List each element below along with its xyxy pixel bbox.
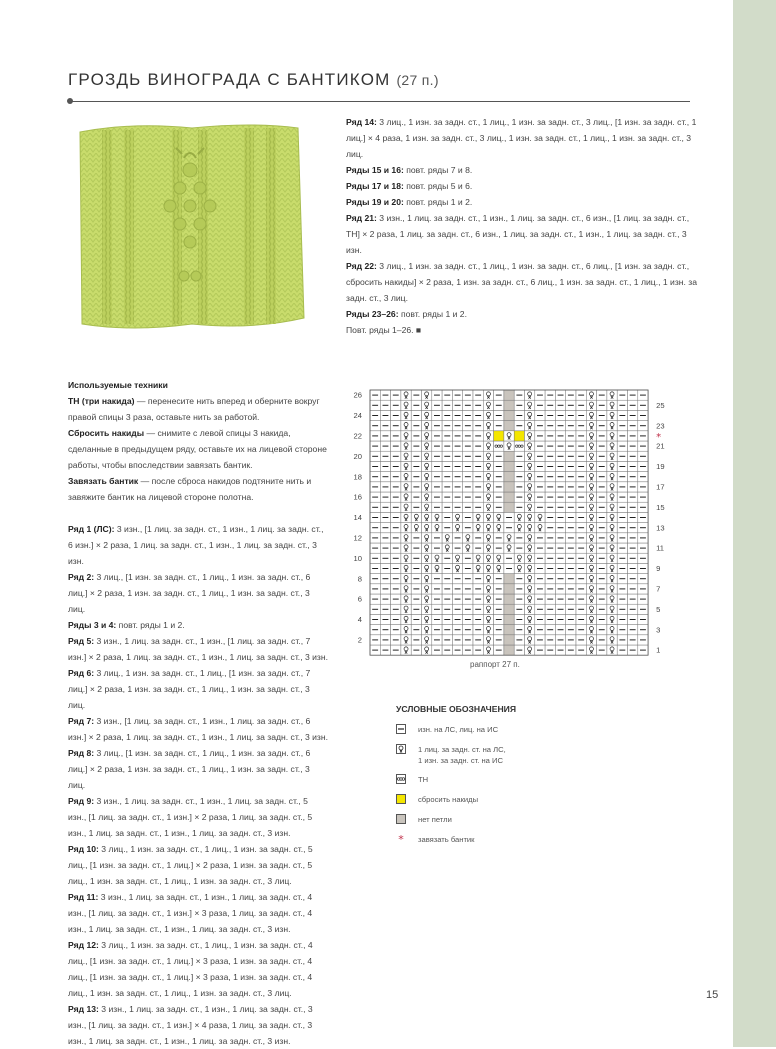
page-title [68, 70, 439, 90]
chart-cell [504, 625, 514, 635]
row-number-left: 10 [353, 553, 362, 563]
chart-cell [514, 431, 524, 441]
chart-cell [504, 584, 514, 594]
row-instruction: Ряд 7: 3 изн., [1 лиц. за задн. ст., 1 изн., 1 лиц. за задн. ст., 6 изн.] × 2 раза, 1 лиц. за задн. ст., 1 изн., 1 лиц. за задн. ст., 3 изн. [68, 716, 329, 742]
technique-item: ТН (три накида) — перенесите нить вперед и оберните вокруг правой спицы 3 раза, оставьте нить за работой. [68, 396, 320, 422]
repeat-instruction: Повт. ряды 1–26. ■ [346, 325, 422, 335]
legend-title: УСЛОВНЫЕ ОБОЗНАЧЕНИЯ [396, 704, 517, 714]
row-instruction: Ряды 3 и 4: повт. ряды 1 и 2. [68, 620, 185, 630]
twisted-stitch-icon [396, 744, 406, 754]
row-number-right: 9 [656, 564, 661, 574]
row-number-right: 21 [656, 441, 665, 451]
row-number-right: 7 [656, 584, 661, 594]
technique-item: Завязать бантик — после сброса накидов подтяните нить и завяжите бантик на лицевой стороне полотна. [68, 476, 312, 502]
row-number-right: 19 [656, 462, 665, 472]
row-instruction: Ряд 6: 3 лиц., 1 изн. за задн. ст., 1 лиц., [1 изн. за задн. ст., 7 лиц.] × 2 раза, 1 изн. за задн. ст., 1 лиц., 1 изн. за задн. ст., 3 лиц. [68, 668, 311, 710]
row-number-left: 14 [353, 513, 362, 523]
row-number-right: 17 [656, 482, 665, 492]
chart-cell [504, 492, 514, 502]
chart-cell [504, 594, 514, 604]
row-instruction: Ряды 17 и 18: повт. ряды 5 и 6. [346, 181, 473, 191]
legend-label: 1 лиц. за задн. ст. на ЛС, 1 изн. за задн. ст. на ИС [418, 745, 506, 765]
chart-cell [504, 472, 514, 482]
row-number-right: 23 [656, 421, 665, 431]
chart-cell [504, 645, 514, 655]
title-rule [70, 101, 690, 102]
techniques-heading: Используемые техники [68, 380, 168, 390]
legend-label: нет петли [418, 815, 452, 824]
row-number-left: 18 [353, 472, 362, 482]
row-instruction: Ряд 22: 3 лиц., 1 изн. за задн. ст., 1 лиц., 1 изн. за задн. ст., 6 лиц., [1 изн. за задн. ст., сбросить накиды] × 2 раза, 1 изн. за задн. ст., 6 лиц., 1 изн. за задн. ст., 1 лиц., 1 изн. за задн. ст., 3 лиц. [346, 261, 698, 303]
row-instruction: Ряд 21: 3 изн., 1 лиц. за задн. ст., 1 изн., 1 лиц. за задн. ст., 6 изн., [1 лиц. за задн. ст., ТН] × 2 раза, 1 лиц. за задн. ст., 6 изн., 1 лиц. за задн. ст., 1 изн., 1 лиц. за задн. ст., 3 изн. [346, 213, 690, 255]
chart-cell [504, 421, 514, 431]
chart-cell [504, 400, 514, 410]
chart-cell [504, 410, 514, 420]
row-number-left: 4 [357, 615, 362, 625]
row-number-right: 15 [656, 502, 665, 512]
chart-cell [504, 574, 514, 584]
row-number-left: 2 [357, 635, 362, 645]
row-instruction: Ряд 12: 3 лиц., 1 изн. за задн. ст., 1 лиц., 1 изн. за задн. ст., 4 лиц., [1 изн. за задн. ст., 1 лиц.] × 3 раза, 1 изн. за задн. ст., 4 лиц., [1 изн. за задн. ст., 1 лиц.] × 3 раза, 1 изн. за задн. ст., 4 лиц., 1 изн. за задн. ст., 1 лиц., 1 изн. за задн. ст., 3 лиц. [68, 940, 313, 998]
stitch-chart [340, 383, 690, 658]
row-number-right: 13 [656, 523, 665, 533]
row-instruction: Ряд 14: 3 лиц., 1 изн. за задн. ст., 1 лиц., 1 изн. за задн. ст., 3 лиц., [1 изн. за задн. ст., 1 лиц.] × 4 раза, 1 изн. за задн. ст., 3 лиц., 1 изн. за задн. ст., 1 лиц., 1 изн. за задн. ст., 3 лиц. [346, 117, 697, 159]
row-number-left: 26 [353, 390, 362, 400]
row-number-left: 16 [353, 492, 362, 502]
row-instruction: Ряд 8: 3 лиц., [1 изн. за задн. ст., 1 лиц., 1 изн. за задн. ст., 6 лиц.] × 2 раза, 1 изн. за задн. ст., 1 лиц., 1 изн. за задн. ст., 3 лиц. [68, 748, 311, 790]
chart-cell [504, 502, 514, 512]
chart-cell [504, 451, 514, 461]
row-instruction: Ряд 9: 3 изн., 1 лиц. за задн. ст., 1 изн., 1 лиц. за задн. ст., 5 изн., [1 лиц. за задн. ст., 1 изн.] × 2 раза, 1 лиц. за задн. ст., 5 изн., 1 лиц. за задн. ст., 1 изн., 1 лиц. за задн. ст., 3 изн. [68, 796, 313, 838]
row-number-left: 20 [353, 451, 362, 461]
grey-square-icon [396, 814, 406, 824]
stitch-count: (27 п.) [396, 72, 439, 88]
chart-cell [504, 604, 514, 614]
legend-label: изн. на ЛС, лиц. на ИС [418, 725, 499, 734]
chart-cell [494, 431, 504, 441]
row-number-right: 1 [656, 645, 661, 655]
spacer [68, 505, 328, 521]
row-instruction: Ряд 2: 3 лиц., [1 изн. за задн. ст., 1 лиц., 1 изн. за задн. ст., 6 лиц.] × 2 раза, 1 изн. за задн. ст., 1 лиц., 1 изн. за задн. ст., 3 лиц. [68, 572, 311, 614]
row-number-left: 6 [357, 594, 362, 604]
legend-label: завязать бантик [418, 835, 475, 844]
legend-label: сбросить накиды [418, 795, 479, 804]
repeat-label: раппорт 27 п. [470, 660, 520, 669]
row-instruction: Ряд 1 (ЛС): 3 изн., [1 лиц. за задн. ст., 1 изн., 1 лиц. за задн. ст., 6 изн.] × 2 раза, 1 лиц. за задн. ст., 1 изн., 1 лиц. за задн. ст., 3 изн. [68, 524, 324, 566]
swatch-photo [72, 118, 310, 344]
page-edge-strip [733, 0, 776, 1047]
row-instruction: Ряд 10: 3 лиц., 1 изн. за задн. ст., 1 лиц., 1 изн. за задн. ст., 5 лиц., [1 изн. за задн. ст., 1 лиц.] × 2 раза, 1 изн. за задн. ст., 5 лиц., 1 изн. за задн. ст., 1 лиц., 1 изн. за задн. ст., 3 лиц. [68, 844, 313, 886]
row-number-right: 3 [656, 625, 661, 635]
bow-marker: * [656, 431, 662, 443]
instructions-left-column [68, 377, 328, 1049]
instructions-right-column [346, 114, 698, 338]
pattern-title: ГРОЗДЬ ВИНОГРАДА С БАНТИКОМ [68, 70, 391, 89]
legend-label: ТН [418, 775, 429, 784]
row-number-left: 24 [353, 411, 362, 421]
chart-cell [504, 390, 514, 400]
chart-cell [504, 482, 514, 492]
chart-cell [504, 461, 514, 471]
row-number-left: 22 [353, 431, 362, 441]
row-number-right: 11 [656, 543, 664, 553]
row-instruction: Ряды 19 и 20: повт. ряды 1 и 2. [346, 197, 473, 207]
row-number-left: 8 [357, 574, 362, 584]
row-instruction: Ряд 13: 3 изн., 1 лиц. за задн. ст., 1 изн., 1 лиц. за задн. ст., 3 изн., [1 лиц. за задн. ст., 1 изн.] × 4 раза, 1 лиц. за задн. ст., 3 изн., 1 лиц. за задн. ст., 1 изн., 1 лиц. за задн. ст., 3 изн. [68, 1004, 313, 1046]
row-number-right: 25 [656, 400, 665, 410]
page-number: 15 [706, 989, 719, 1001]
purl-dash-icon [396, 724, 406, 734]
row-instruction: Ряд 11: 3 изн., 1 лиц. за задн. ст., 1 изн., 1 лиц. за задн. ст., 4 изн., [1 лиц. за задн. ст., 1 изн.] × 3 раза, 1 лиц. за задн. ст., 4 изн., 1 лиц. за задн. ст., 1 изн., 1 лиц. за задн. ст., 3 изн. [68, 892, 313, 934]
chart-cell [504, 614, 514, 624]
row-instruction: Ряд 5: 3 изн., 1 лиц. за задн. ст., 1 изн., [1 лиц. за задн. ст., 7 изн.] × 2 раза, 1 лиц. за задн. ст., 1 изн., 1 лиц. за задн. ст., 3 изн. [68, 636, 329, 662]
row-number-right: 5 [656, 604, 661, 614]
row-instruction: Ряды 15 и 16: повт. ряды 7 и 8. [346, 165, 473, 175]
triple-yarnover-icon [396, 774, 406, 784]
row-number-left: 12 [353, 533, 362, 543]
technique-item: Сбросить накиды — снимите с левой спицы 3 накида, сделанные в предыдущем ряду, оставьте их на лицевой стороне работы, чтобы впоследствии завязать бантик. [68, 428, 327, 470]
asterisk-icon [396, 834, 406, 844]
chart-cell [504, 635, 514, 645]
yellow-square-icon [396, 794, 406, 804]
svg-text:*: * [398, 834, 404, 844]
row-instruction: Ряды 23–26: повт. ряды 1 и 2. [346, 309, 467, 319]
